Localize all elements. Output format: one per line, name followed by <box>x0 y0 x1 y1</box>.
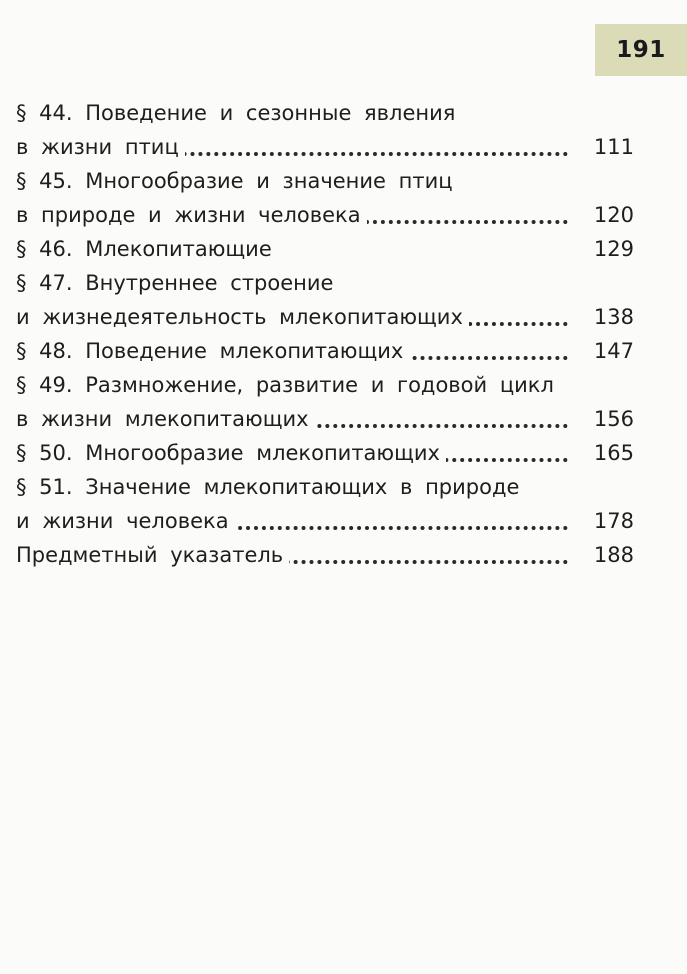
toc-entry-page: 111 <box>584 130 634 164</box>
page-number: 191 <box>595 24 687 76</box>
toc-entry-page: 165 <box>584 436 634 470</box>
toc-entry-page: 129 <box>584 232 634 266</box>
toc-line <box>16 164 634 198</box>
toc-entry-page: 178 <box>584 504 634 538</box>
toc-entry-title: § 51. Значение млекопитающих в природе <box>16 475 525 499</box>
toc-line <box>16 300 634 334</box>
toc-entry-page: 156 <box>584 402 634 436</box>
toc-line <box>16 368 634 402</box>
table-of-contents <box>16 96 634 572</box>
toc-line <box>16 96 634 130</box>
toc-line <box>16 232 634 266</box>
toc-entry-title: § 44. Поведение и сезонные явления <box>16 101 461 125</box>
toc-entry-title: и жизнедеятельность млекопитающих <box>16 305 469 329</box>
toc-entry-title: § 49. Размножение, развитие и годовой цикл <box>16 373 560 397</box>
toc-entry-title: § 45. Многообразие и значение птиц <box>16 169 459 193</box>
toc-entry-title: § 46. Млекопитающие <box>16 237 278 261</box>
toc-line <box>16 436 634 470</box>
toc-entry-page: 147 <box>584 334 634 368</box>
toc-entry-title: § 50. Многообразие млекопитающих <box>16 441 446 465</box>
toc-entry-title: в жизни млекопитающих <box>16 407 315 431</box>
toc-line <box>16 402 634 436</box>
toc-entry-title: Предметный указатель <box>16 543 289 567</box>
toc-entry-title: § 48. Поведение млекопитающих <box>16 339 409 363</box>
toc-line <box>16 130 634 164</box>
toc-entry-page: 120 <box>584 198 634 232</box>
toc-line <box>16 504 634 538</box>
toc-line <box>16 470 634 504</box>
toc-entry-page: 188 <box>584 538 634 572</box>
toc-line <box>16 334 634 368</box>
toc-entry-page: 138 <box>584 300 634 334</box>
toc-entry-title: в жизни птиц <box>16 135 185 159</box>
toc-line <box>16 198 634 232</box>
toc-line <box>16 538 634 572</box>
toc-entry-title: в природе и жизни человека <box>16 203 367 227</box>
toc-entry-title: § 47. Внутреннее строение <box>16 271 339 295</box>
toc-line <box>16 266 634 300</box>
toc-entry-title: и жизни человека <box>16 509 235 533</box>
